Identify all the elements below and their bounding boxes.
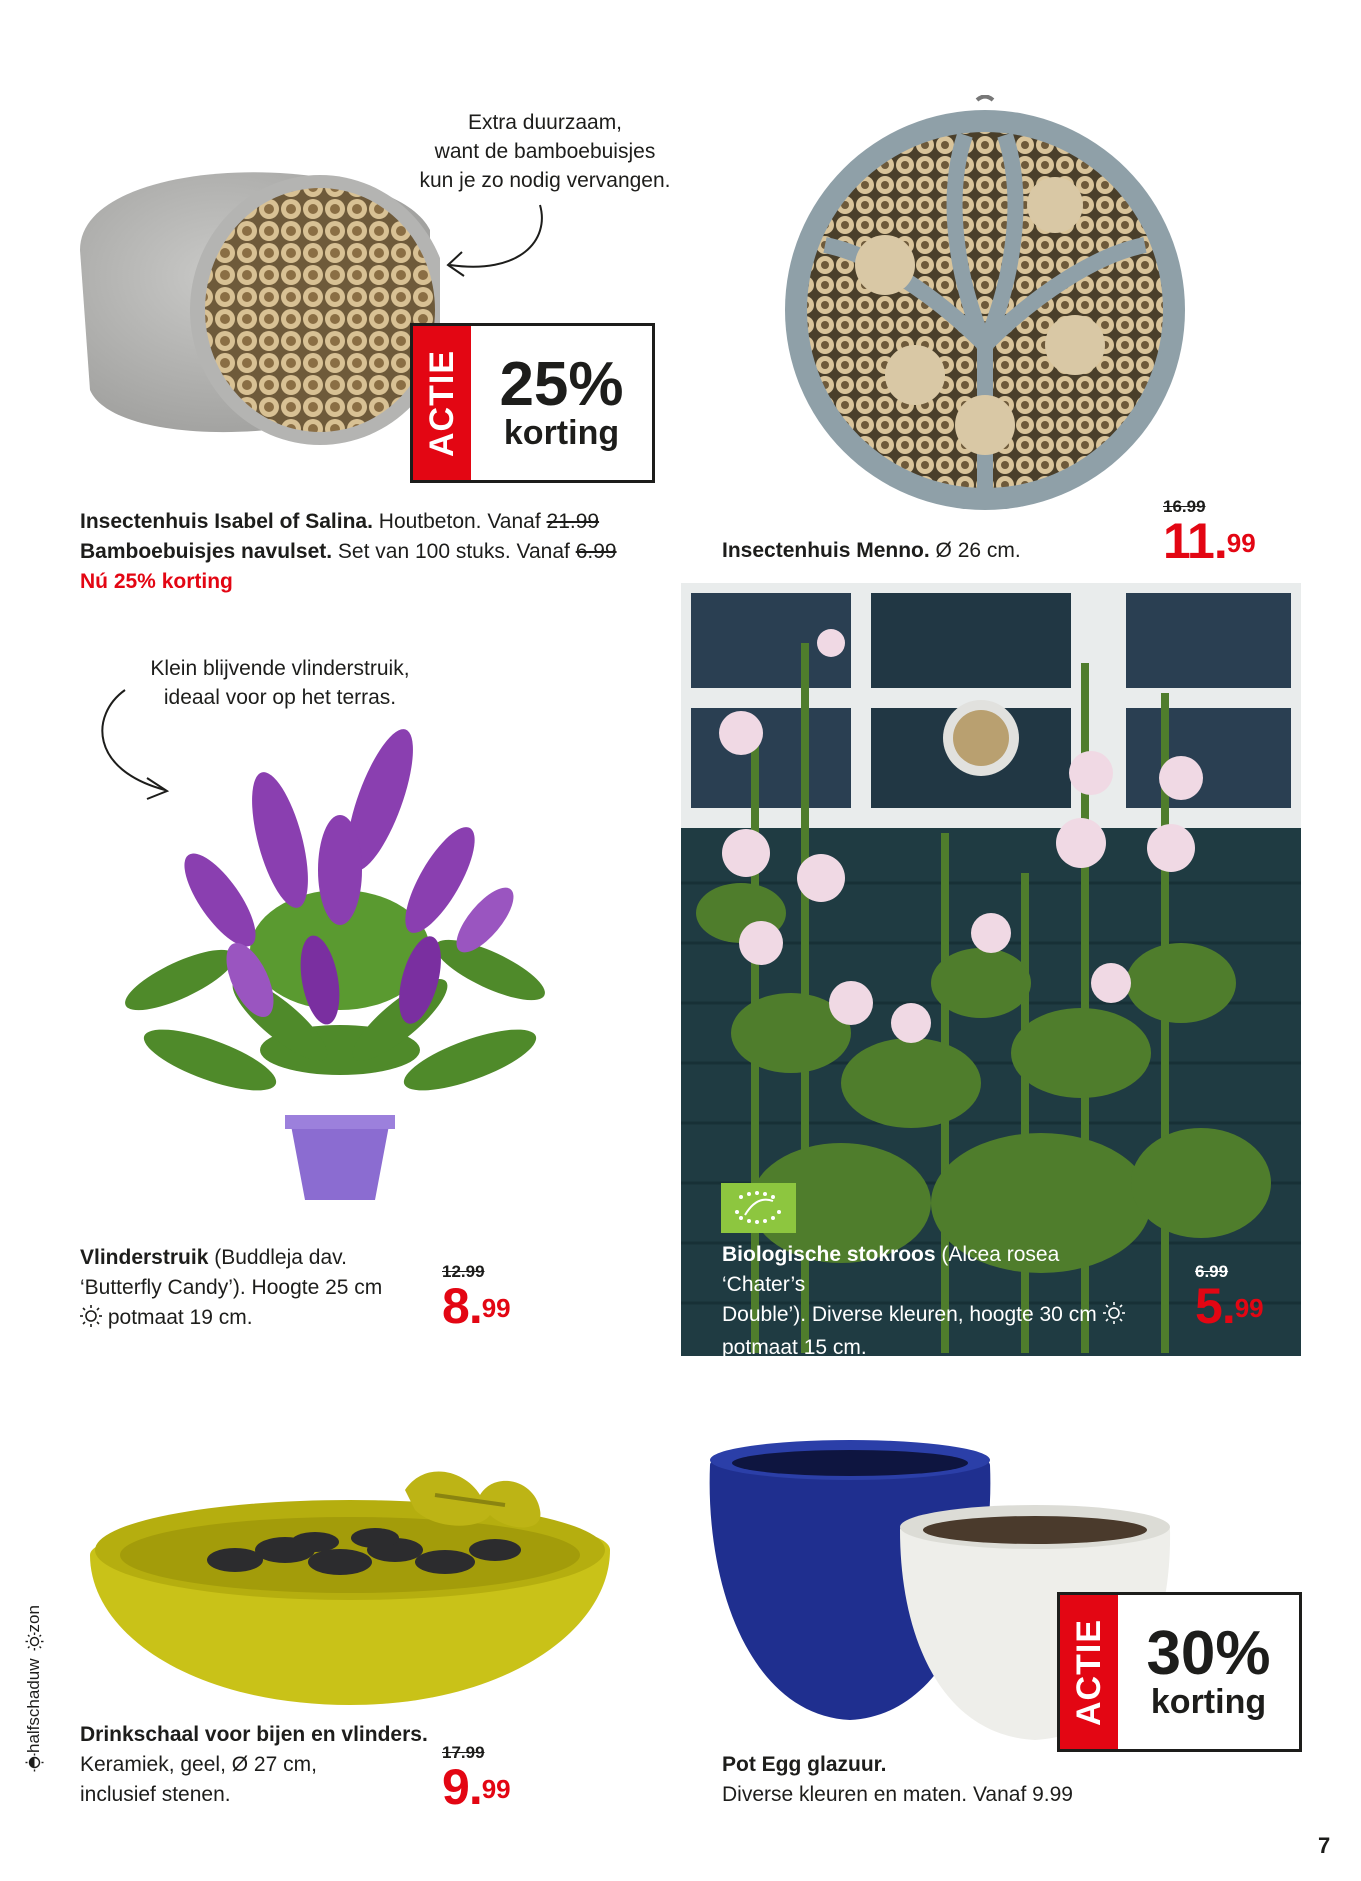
legend-half-shade: halfschaduw <box>24 1658 43 1753</box>
stokroos-caption <box>722 1240 1142 1363</box>
discount-label: korting <box>1150 1683 1267 1721</box>
note-line: want de bamboebuisjes <box>434 140 656 163</box>
drinkschaal-caption <box>80 1720 460 1810</box>
product-desc: inclusief stenen. <box>80 1783 231 1806</box>
actie-label: ACTIE <box>1069 1618 1108 1726</box>
product-desc: (Buddleja dav. <box>208 1246 347 1269</box>
product-desc: Diverse kleuren en maten. Vanaf 9.99 <box>722 1783 1073 1806</box>
insectenhuis-menno-image <box>755 95 1205 515</box>
legend-sun: zon <box>24 1605 43 1633</box>
sun-icon <box>80 1305 102 1336</box>
product-desc: Ø 26 cm. <box>929 539 1021 562</box>
menno-price: 16.99 11.99 <box>1163 497 1256 569</box>
discount-label: korting <box>503 414 620 452</box>
eu-organic-leaf-icon <box>721 1183 796 1233</box>
isabel-caption <box>80 507 640 597</box>
actie-badge-30 <box>1057 1592 1302 1752</box>
product-name: Drinkschaal voor bijen en vlinders. <box>80 1723 428 1746</box>
price-integer: 9 <box>442 1759 469 1815</box>
sun-icon <box>1103 1302 1125 1333</box>
product-desc: potmaat 15 cm. <box>722 1336 867 1359</box>
callout-note-isabel <box>400 108 690 195</box>
product-name: Insectenhuis Menno. <box>722 539 930 562</box>
product-desc: Double’). Diverse kleuren, hoogte 30 cm <box>722 1303 1097 1326</box>
price-integer: 5 <box>1195 1278 1222 1334</box>
note-line: Extra duurzaam, <box>467 111 623 134</box>
actie-label: ACTIE <box>422 349 461 457</box>
arrow-icon <box>430 200 560 290</box>
drinkschaal-image <box>85 1450 615 1720</box>
product-desc: potmaat 19 cm. <box>102 1306 253 1329</box>
half-shade-icon <box>25 1754 43 1779</box>
product-desc: Houtbeton. Vanaf <box>372 510 547 533</box>
old-price: 17.99 <box>442 1743 485 1762</box>
product-desc: (Alcea rosea ‘Chater’s <box>722 1243 1060 1296</box>
actie-badge-25 <box>410 323 655 483</box>
old-price: 12.99 <box>442 1262 485 1281</box>
promo-text: Nú 25% korting <box>80 570 233 593</box>
drinkschaal-price: 17.99 9.99 <box>442 1743 511 1815</box>
note-line: Klein blijvende vlinderstruik, <box>150 657 410 680</box>
product-name: Vlinderstruik <box>80 1246 209 1269</box>
pot-egg-caption <box>722 1750 1162 1810</box>
discount-percentage: 25% <box>499 350 624 419</box>
sun-icon <box>25 1633 43 1658</box>
vlinderstruik-image <box>90 720 590 1220</box>
price-decimals: 99 <box>1226 528 1256 558</box>
stokroos-price: 6.99 5.99 <box>1195 1262 1264 1334</box>
note-line: kun je zo nodig vervangen. <box>419 169 671 192</box>
product-desc: Set van 100 stuks. Vanaf <box>332 540 576 563</box>
vlinderstruik-caption <box>80 1243 440 1336</box>
product-name: Pot Egg glazuur. <box>722 1753 887 1776</box>
insectenhuis-isabel-image <box>60 110 440 460</box>
product-name: Bamboebuisjes navulset. <box>80 540 333 563</box>
vlinderstruik-price: 12.99 8.99 <box>442 1262 511 1334</box>
old-price: 6.99 <box>575 540 617 563</box>
product-name: Biologische stokroos <box>722 1243 936 1266</box>
product-desc: ‘Butterfly Candy’). Hoogte 25 cm <box>80 1276 383 1299</box>
price-integer: 11 <box>1163 513 1214 569</box>
price-decimals: 99 <box>481 1293 511 1323</box>
menno-caption <box>722 536 1142 566</box>
note-line: ideaal voor op het terras. <box>163 686 397 709</box>
price-integer: 8 <box>442 1278 469 1334</box>
product-desc: Keramiek, geel, Ø 27 cm, <box>80 1753 317 1776</box>
old-price: 16.99 <box>1163 497 1206 516</box>
price-decimals: 99 <box>481 1774 511 1804</box>
page-number: 7 <box>1318 1833 1331 1858</box>
discount-percentage: 30% <box>1146 1619 1271 1688</box>
price-decimals: 99 <box>1234 1293 1264 1323</box>
old-price: 6.99 <box>1195 1262 1229 1281</box>
light-legend <box>22 1575 46 1775</box>
product-name: Insectenhuis Isabel of Salina. <box>80 510 373 533</box>
old-price: 21.99 <box>546 510 600 533</box>
